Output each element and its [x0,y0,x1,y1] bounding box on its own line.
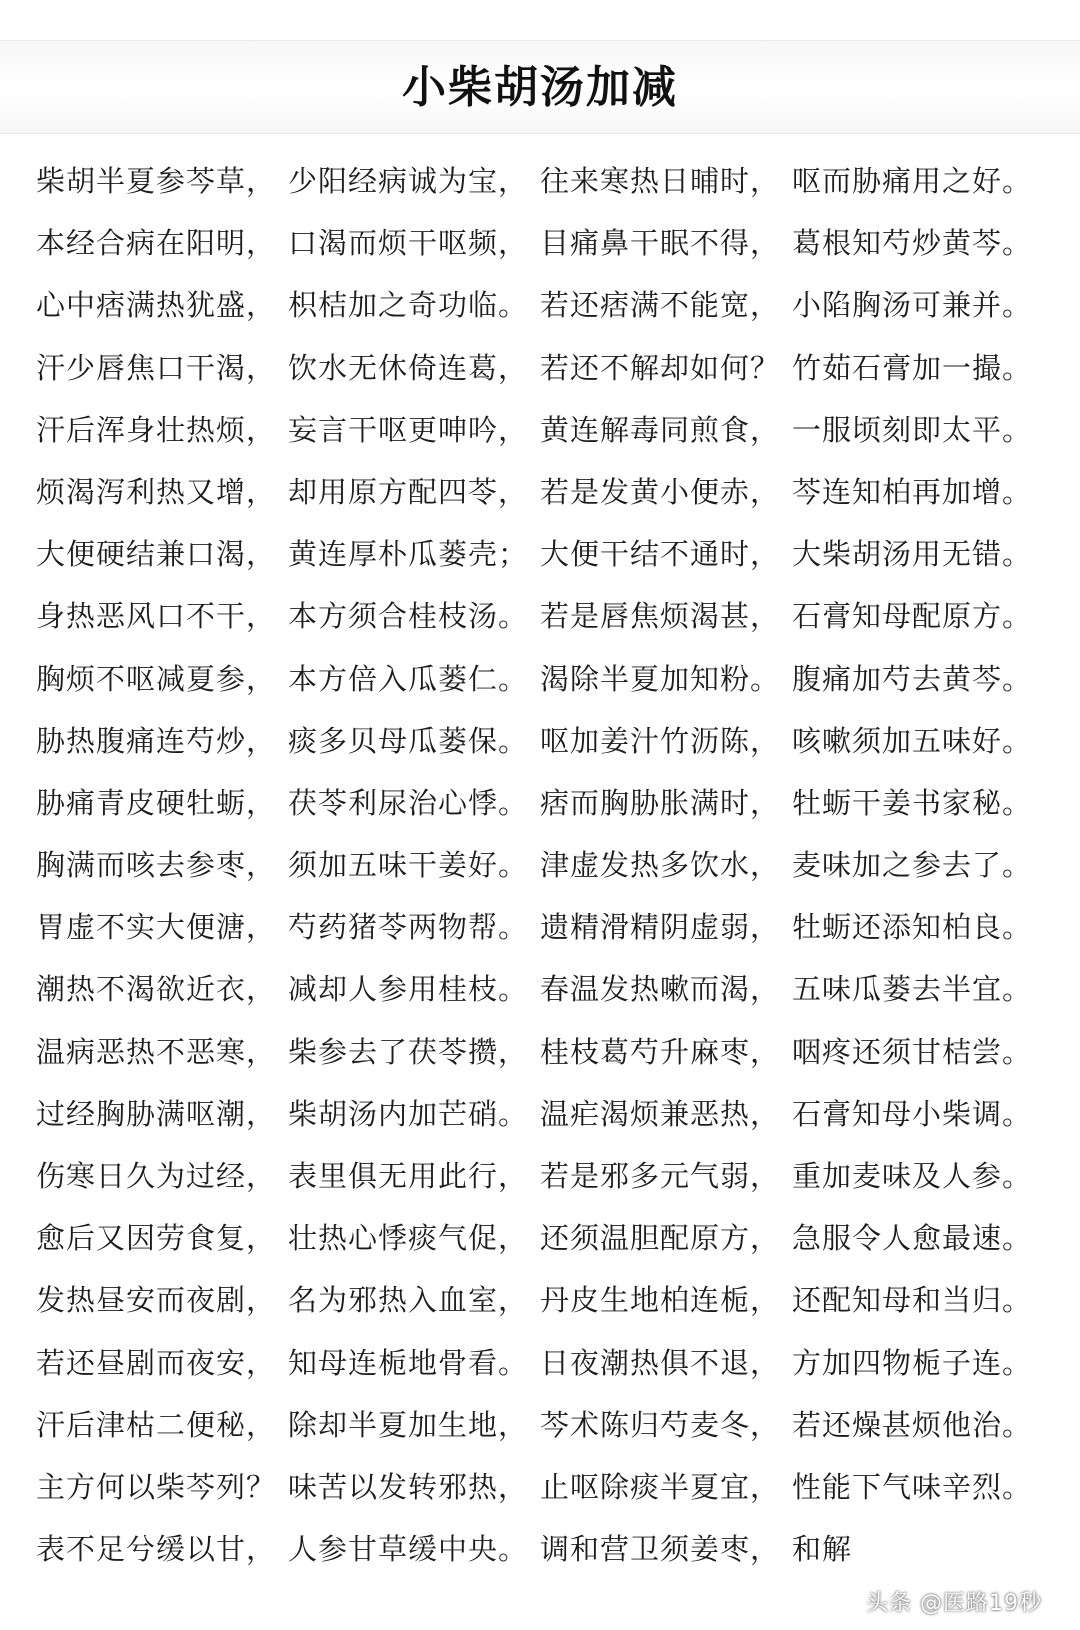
verse-line: 止呕除痰半夏宜， [540,1469,781,1504]
verse-line: 黄连厚朴瓜蒌壳； [288,537,529,572]
watermark: 头条 @医路19秒 [866,1591,1042,1616]
verse-row [0,772,1080,834]
verse-line: 汗后津枯二便秘， [36,1407,277,1442]
verse-line: 五味瓜蒌去半宜。 [792,972,1033,1007]
verse-line: 目痛鼻干眠不得， [540,226,781,261]
verse-line: 若还昼剧而夜安， [36,1345,277,1380]
verse-line: 丹皮生地柏连栀， [540,1283,781,1318]
verse-line: 调和营卫须姜枣， [540,1532,781,1567]
verse-line: 发热昼安而夜剧， [36,1283,277,1318]
verse-line: 本方须合桂枝汤。 [288,599,529,634]
verse-line: 柴参去了茯苓攒， [288,1034,529,1069]
verse-line: 石膏知母小柴调。 [792,1096,1033,1131]
verse-line: 一服顷刻即太平。 [792,412,1033,447]
verse-line: 本方倍入瓜蒌仁。 [288,661,529,696]
verse-line: 痞而胸胁胀满时， [540,785,781,820]
verse-row [0,710,1080,772]
verse-line: 牡蛎干姜书家秘。 [792,785,1033,820]
verse-line: 口渴而烦干呕频， [288,226,529,261]
verse-row [0,274,1080,336]
verse-line: 桂枝葛芍升麻枣， [540,1034,781,1069]
verse-line: 本经合病在阳明， [36,226,277,261]
verse-line: 除却半夏加生地， [288,1407,529,1442]
verse-line: 急服令人愈最速。 [792,1221,1033,1256]
verse-line: 芩连知柏再加增。 [792,474,1033,509]
verse-line: 大柴胡汤用无错。 [792,537,1033,572]
verse-line: 性能下气味辛烈。 [792,1469,1033,1504]
verse-line: 柴胡汤内加芒硝。 [288,1096,529,1131]
verse-line: 少阳经病诚为宝， [288,164,529,198]
verse-row [0,337,1080,399]
verse-row [0,585,1080,647]
verse-line: 潮热不渴欲近衣， [36,972,277,1007]
verse-line: 葛根知芍炒黄芩。 [792,226,1033,261]
verse-line: 汗后浑身壮热烦， [36,412,277,447]
verse-line: 汗少唇焦口干渴， [36,350,277,385]
verse-line: 腹痛加芍去黄芩。 [792,661,1033,696]
verse-row [0,648,1080,710]
verse-line: 表里俱无用此行， [288,1159,529,1193]
verse-line: 咽疼还须甘桔尝。 [792,1034,1033,1069]
verse-row [0,150,1080,212]
verse-row [0,1332,1080,1394]
verse-line: 茯苓利尿治心悸。 [288,785,529,820]
verse-line: 还须温胆配原方， [540,1221,781,1256]
verse-line: 还配知母和当归。 [792,1283,1033,1318]
verse-line: 若还不解却如何？ [540,350,781,385]
verse-line: 黄连解毒同煎食， [540,412,781,447]
verse-row [0,212,1080,274]
verse-line: 减却人参用桂枝。 [288,972,529,1007]
verse-row [0,1518,1080,1580]
verse-line: 胸满而咳去参枣， [36,848,277,883]
verse-line: 柴胡半夏参芩草， [36,164,277,198]
verse-line: 若是发黄小便赤， [540,474,781,509]
verse-line: 春温发热嗽而渴， [540,972,781,1007]
verse-line: 人参甘草缓中央。 [288,1532,529,1567]
verse-line: 日夜潮热俱不退， [540,1345,781,1380]
verse-line: 温病恶热不恶寒， [36,1034,277,1069]
verse-line: 石膏知母配原方。 [792,599,1033,634]
verse-row [0,523,1080,585]
verse-line: 大便干结不通时， [540,537,781,572]
verse-line: 麦味加之参去了。 [792,848,1033,883]
verse-line: 知母连栀地骨看。 [288,1345,529,1380]
verse-line: 味苦以发转邪热， [288,1469,529,1504]
verse-row [0,399,1080,461]
verse-line: 名为邪热入血室， [288,1283,529,1318]
verse-row [0,896,1080,958]
verse-line: 胁痛青皮硬牡蛎， [36,785,277,820]
verse-line: 却用原方配四苓， [288,474,529,509]
verse-line: 若还燥甚烦他治。 [792,1407,1033,1442]
verse-line: 温疟渴烦兼恶热， [540,1096,781,1131]
verse-line: 大便硬结兼口渴， [36,537,277,572]
verse-line: 烦渴泻利热又增， [36,474,277,509]
verse-row [0,1269,1080,1331]
verse-line: 胸烦不呕减夏参， [36,661,277,696]
verse-line: 咳嗽须加五味好。 [792,723,1033,758]
verse-line: 伤寒日久为过经， [36,1159,277,1193]
verse-line: 渴除半夏加知粉。 [540,661,781,696]
verse-line: 重加麦味及人参。 [792,1159,1033,1193]
verse-line: 枳桔加之奇功临。 [288,288,529,323]
verse-row [0,461,1080,523]
verse-line: 方加四物栀子连。 [792,1345,1033,1380]
verse-line: 芩术陈归芍麦冬， [540,1407,781,1442]
verse-line: 壮热心悸痰气促， [288,1221,529,1256]
verse-line: 若是邪多元气弱， [540,1159,781,1193]
verse-line: 表不足兮缓以甘， [36,1532,277,1567]
verse-row [0,1456,1080,1518]
verse-line: 遗精滑精阴虚弱， [540,910,781,945]
verse-row [0,958,1080,1020]
verse-line: 痰多贝母瓜蒌保。 [288,723,529,758]
verse-line: 若还痞满不能宽， [540,288,781,323]
verse-row [0,1021,1080,1083]
verse-line: 心中痞满热犹盛， [36,288,277,323]
verse-line: 愈后又因劳食复， [36,1221,277,1256]
verse-line: 过经胸胁满呕潮， [36,1096,277,1131]
verse-line: 饮水无休倚连葛， [288,350,529,385]
verse-line: 须加五味干姜好。 [288,848,529,883]
verse-row [0,1145,1080,1207]
verse-line: 呕而胁痛用之好。 [792,164,1033,198]
verse-line: 津虚发热多饮水， [540,848,781,883]
verse-line: 竹茹石膏加一撮。 [792,350,1033,385]
verse-line: 往来寒热日晡时， [540,164,781,198]
verse-line: 身热恶风口不干， [36,599,277,634]
verse-line: 主方何以柴芩列？ [36,1469,277,1504]
verse-line: 小陷胸汤可兼并。 [792,288,1033,323]
verse-list [0,150,1080,1580]
verse-row [0,1394,1080,1456]
verse-line: 若是唇焦烦渴甚， [540,599,781,634]
verse-line: 呕加姜汁竹沥陈， [540,723,781,758]
verse-row [0,1207,1080,1269]
verse-row [0,834,1080,896]
verse-line: 妄言干呕更呻吟， [288,412,529,447]
verse-row [0,1083,1080,1145]
verse-line: 胁热腹痛连芍炒， [36,723,277,758]
verse-line: 牡蛎还添知柏良。 [792,910,1033,945]
verse-line: 芍药猪苓两物帮。 [288,910,529,945]
page-title: 小柴胡汤加减 [402,62,678,113]
verse-line: 和解 [792,1532,853,1567]
verse-line: 胃虚不实大便溏， [36,910,277,945]
